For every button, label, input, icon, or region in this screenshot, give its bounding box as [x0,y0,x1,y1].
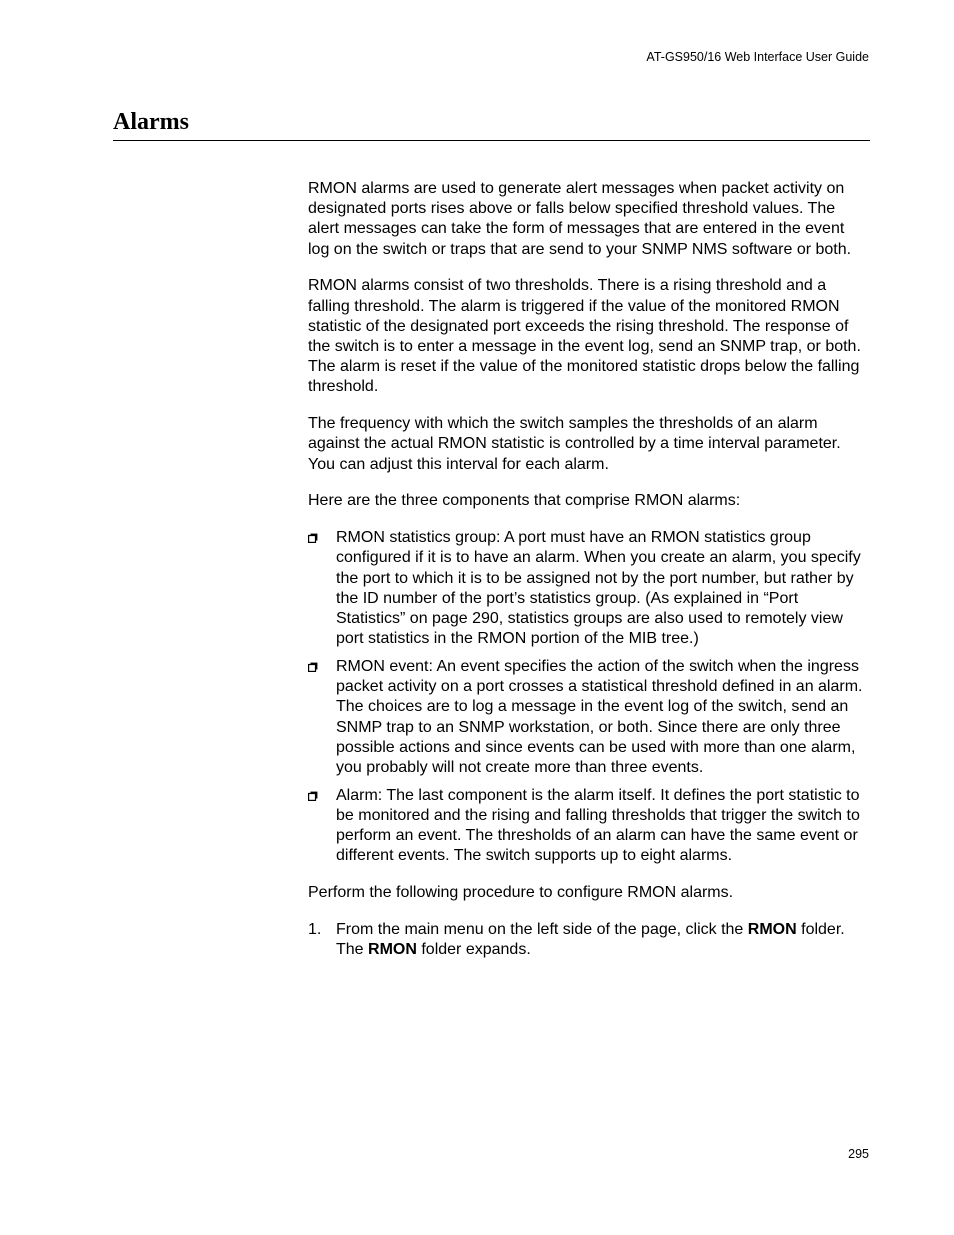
procedure-step [308,920,870,960]
step-result [336,940,870,960]
procedure-steps [308,920,870,960]
checkbox-bullet-icon [308,662,318,672]
step-text-end: folder. [796,921,845,939]
step-result-text: The [336,941,369,959]
step-menu-term: RMON [747,921,797,939]
checkbox-bullet-icon [308,533,318,543]
paragraph-thresholds: RMON alarms consist of two thresholds. There is a rising threshold and a falling threshold. The alarm is triggered if the value of the monitored RMON statistic of the designated port exceeds the rising threshold. The response of the switch is to enter a message in the event log, send an SNMP trap, or both. The alarm is reset if the value of the monitored statistic drops below the falling threshold. [308,277,861,396]
page-number: 295 [848,1147,869,1161]
paragraph-frequency: The frequency with which the switch samples the thresholds of an alarm against the actual RMON statistic is controlled by a time interval parameter. You can adjust this interval for each alarm. [308,415,841,473]
step-result-text-end: folder expands. [416,941,531,959]
paragraph-components-lead: Here are the three components that comprise RMON alarms: [308,492,741,510]
components-list [308,528,870,866]
body-column [308,179,870,960]
step-result-term: RMON [368,941,417,959]
section-title: Alarms [113,109,189,135]
list-item [308,528,870,649]
list-item [308,657,870,778]
list-item [308,786,870,867]
running-header: AT-GS950/16 Web Interface User Guide [646,50,869,64]
procedure-intro: Perform the following procedure to configure RMON alarms. [308,884,734,902]
paragraph-intro: RMON alarms are used to generate alert messages when packet activity on designated ports rises above or falls below specified threshold values. The alert messages can take the form of messages that are entered in the event log on the switch or traps that are send to your SNMP NMS software or both. [308,180,852,258]
step-text: From the main menu on the left side of the page, click the [336,921,748,939]
checkbox-bullet-icon [308,791,318,801]
title-rule [113,140,870,141]
list-item-text: RMON statistics group: A port must have an RMON statistics group configured if it is to have an alarm. When you create an alarm, you specify the port to which it is to be assigned not by the port number, but rather by the ID number of the port’s statistics group. (As explained in “Port Statistics” on page 290, statistics groups are also used to remotely view port statistics in the RMON portion of the MIB tree.) [336,529,861,648]
list-item-text: RMON event: An event specifies the action of the switch when the ingress packet activity on a port crosses a statistical threshold defined in an alarm. The choices are to log a message in the event log of the switch, send an SNMP trap to an SNMP workstation, or both. Since there are only three possible actions and since events can be used with more than one alarm, you probably will not create more than three events. [336,658,863,777]
list-item-text: Alarm: The last component is the alarm itself. It defines the port statistic to be monitored and the rising and falling thresholds that trigger the switch to perform an event. The thresholds of an alarm can have the same event or different events. The switch supports up to eight alarms. [336,786,860,865]
step-number: 1. [308,921,322,939]
